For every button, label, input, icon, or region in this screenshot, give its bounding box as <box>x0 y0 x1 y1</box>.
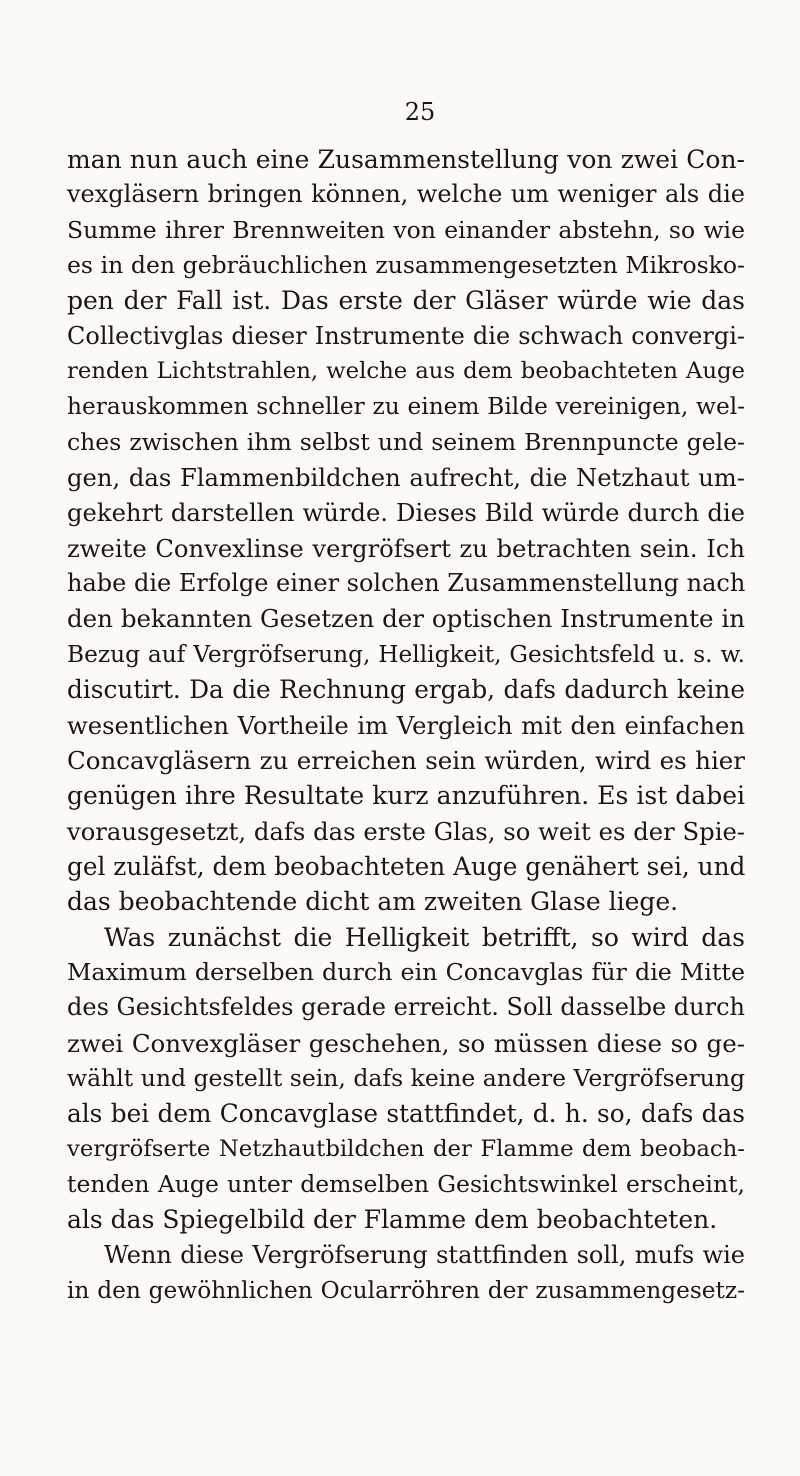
text-line: in den gewöhnlichen Ocularröhren der zusammengesetz- <box>67 1277 745 1304</box>
text-line: herauskommen schneller zu einem Bilde vereinigen, wel- <box>67 393 745 421</box>
text-line: wählt und gestellt sein, dafs keine andere Vergröfserung <box>67 1063 746 1092</box>
text-line: Wenn diese Vergröfserung stattfinden soll, mufs wie <box>104 1240 745 1269</box>
text-line: vorausgesetzt, dafs das erste Glas, so weit es der Spie- <box>67 816 745 846</box>
text-line: gen, das Flammenbildchen aufrecht, die Netzhaut um- <box>67 463 745 493</box>
body-text <box>67 142 745 1308</box>
page-number: 25 <box>404 98 436 126</box>
text-line: zwei Convexgläser geschehen, so müssen diese so ge- <box>67 1028 745 1058</box>
text-line: renden Lichtstrahlen, welche aus dem beobachteten Auge <box>67 358 745 385</box>
text-line: zweite Convexlinse vergröfsert zu betrachten sein. Ich <box>67 533 745 563</box>
text-line: Summe ihrer Brennweiten von einander abstehn, so wie <box>67 215 745 244</box>
text-line: pen der Fall ist. Das erste der Gläser würde wie das <box>67 286 745 316</box>
text-line: Maximum derselben durch ein Concavglas für die Mitte <box>67 957 745 986</box>
text-line: Collectivglas dieser Instrumente die schwach convergi- <box>67 321 745 350</box>
text-line: des Gesichtsfeldes gerade erreicht. Soll dasselbe durch <box>67 993 745 1022</box>
text-line: habe die Erfolge einer solchen Zusammenstellung nach <box>67 569 746 598</box>
text-line: als bei dem Concavglase stattfindet, d. h. so, dafs das <box>67 1099 745 1129</box>
text-line: discutirt. Da die Rechnung ergab, dafs dadurch keine <box>67 675 745 705</box>
text-line: Concavgläsern zu erreichen sein würden, wird es hier <box>67 745 745 775</box>
text-line: man nun auch eine Zusammenstellung von zwei Con- <box>67 145 745 174</box>
text-line: Was zunächst die Helligkeit betrifft, so wird das <box>104 922 745 952</box>
text-line: gel zuläfst, dem beobachteten Auge genähert sei, und <box>67 851 746 881</box>
text-line: es in den gebräuchlichen zusammengesetzten Mikrosko- <box>67 251 745 280</box>
text-line: Bezug auf Vergröfserung, Helligkeit, Gesichtsfeld u. s. w. <box>67 640 745 668</box>
text-line: den bekannten Gesetzen der optischen Instrumente in <box>67 604 745 634</box>
text-line: tenden Auge unter demselben Gesichtswinkel erscheint, <box>67 1169 745 1198</box>
text-line: das beobachtende dicht am zweiten Glase liege. <box>67 887 679 917</box>
text-line: genügen ihre Resultate kurz anzuführen. Es ist dabei <box>67 781 745 811</box>
text-line: als das Spiegelbild der Flamme dem beobachteten. <box>67 1205 718 1235</box>
text-line: vexgläsern bringen können, welche um weniger als die <box>67 180 745 209</box>
text-line: wesentlichen Vortheile im Vergleich mit den einfachen <box>67 710 745 740</box>
text-line: ches zwischen ihm selbst und seinem Brennpuncte gele- <box>67 427 745 456</box>
text-line: vergröfserte Netzhautbildchen der Flamme dem beobach- <box>67 1135 745 1162</box>
text-line: gekehrt darstellen würde. Dieses Bild würde durch die <box>67 498 745 528</box>
